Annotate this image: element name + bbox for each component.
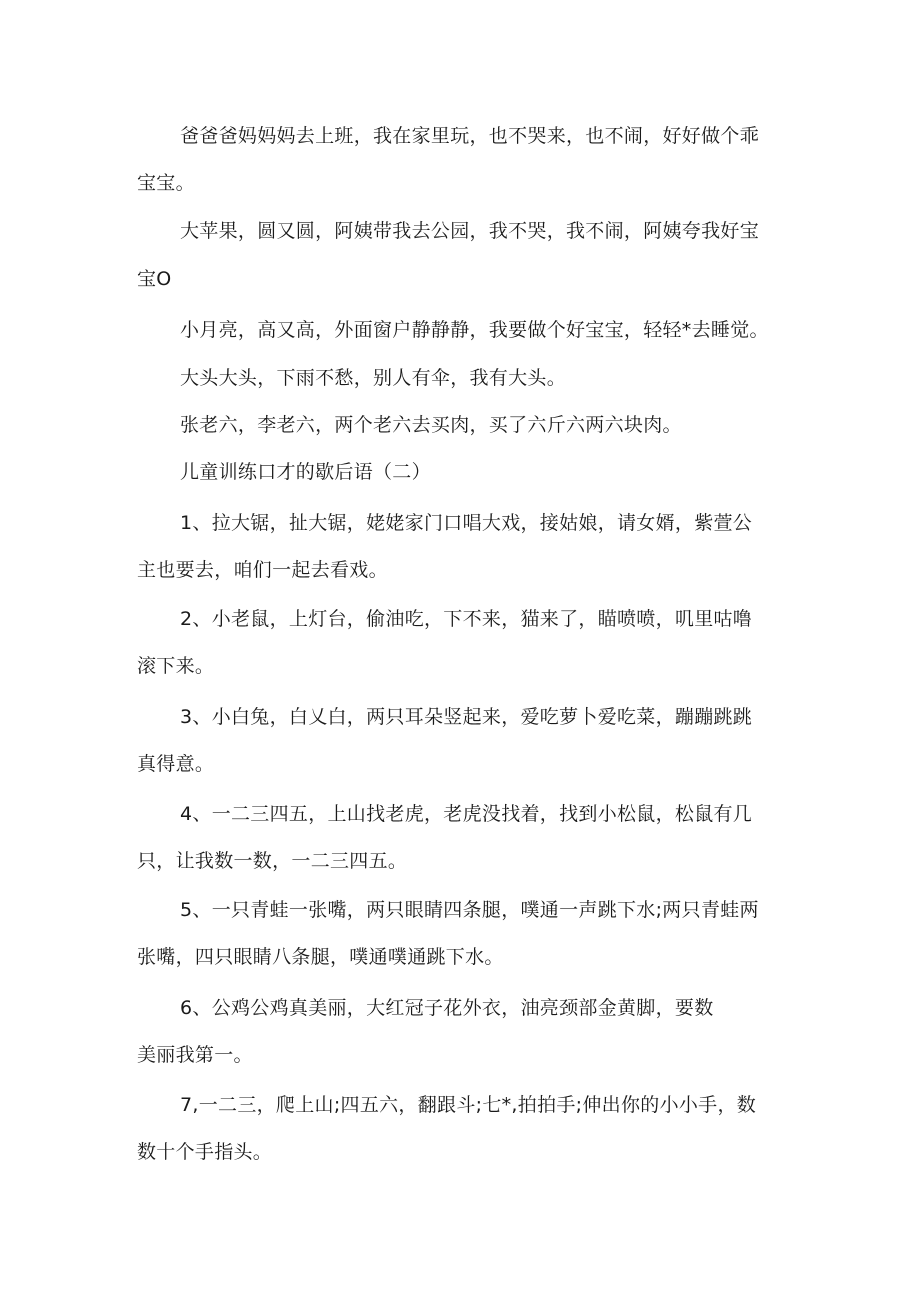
text-line: 美丽我第一。 — [137, 1044, 253, 1066]
text-line: 5、一只青蛙一张嘴，两只眼睛四条腿，噗通一声跳下水;两只青蛙两 — [180, 899, 759, 921]
text-line: 4、一二三四五，上山找老虎，老虎没找着，找到小松鼠，松鼠有几 — [180, 803, 753, 825]
text-line: 2、小老鼠，上灯台，偷油吃，下不来，猫来了，瞄喷喷，叽里咕噜 — [180, 608, 753, 630]
section-heading: 儿童训练口才的歇后语（二） — [180, 461, 431, 483]
text-line: 宝宝。 — [137, 172, 195, 194]
text-line: 滚下来。 — [137, 655, 215, 677]
text-line: 1、拉大锯，扯大锯，姥姥家门口唱大戏，接姑娘，请女婿，紫萱公 — [180, 512, 753, 534]
text-line: 张老六，李老六，两个老六去买肉，买了六斤六两六块肉。 — [180, 414, 682, 436]
text-line: 7,一二三，爬上山;四五六，翻跟斗;七*,拍拍手;伸出你的小小手，数 — [180, 1094, 757, 1116]
text-line: 只，让我数一数，一二三四五。 — [137, 850, 408, 872]
text-line: 主也要去，咱们一起去看戏。 — [137, 559, 388, 581]
text-line: 真得意。 — [137, 753, 215, 775]
text-line: 张嘴，四只眼睛八条腿，噗通噗通跳下水。 — [137, 946, 504, 968]
text-line: 6、公鸡公鸡真美丽，大红冠子花外衣，油亮颈部金黄脚，要数 — [180, 997, 714, 1019]
text-line: 3、小白兔，白乂白，两只耳朵竖起来，爱吃萝卜爱吃菜，蹦蹦跳跳 — [180, 706, 753, 728]
text-line: 宝O — [137, 268, 172, 290]
text-line: 爸爸爸妈妈妈去上班，我在家里玩，也不哭来，也不闹，好好做个乖 — [180, 125, 760, 147]
text-line: 数十个手指头。 — [137, 1141, 273, 1163]
text-line: 小月亮，高又高，外面窗户静静静，我要做个好宝宝，轻轻*去睡觉。 — [180, 319, 769, 341]
text-line: 大头大头，下雨不愁，别人有伞，我有大头。 — [180, 367, 567, 389]
text-line: 大苹果，圆又圆，阿姨带我去公园，我不哭，我不闹，阿姨夸我好宝 — [180, 220, 760, 242]
